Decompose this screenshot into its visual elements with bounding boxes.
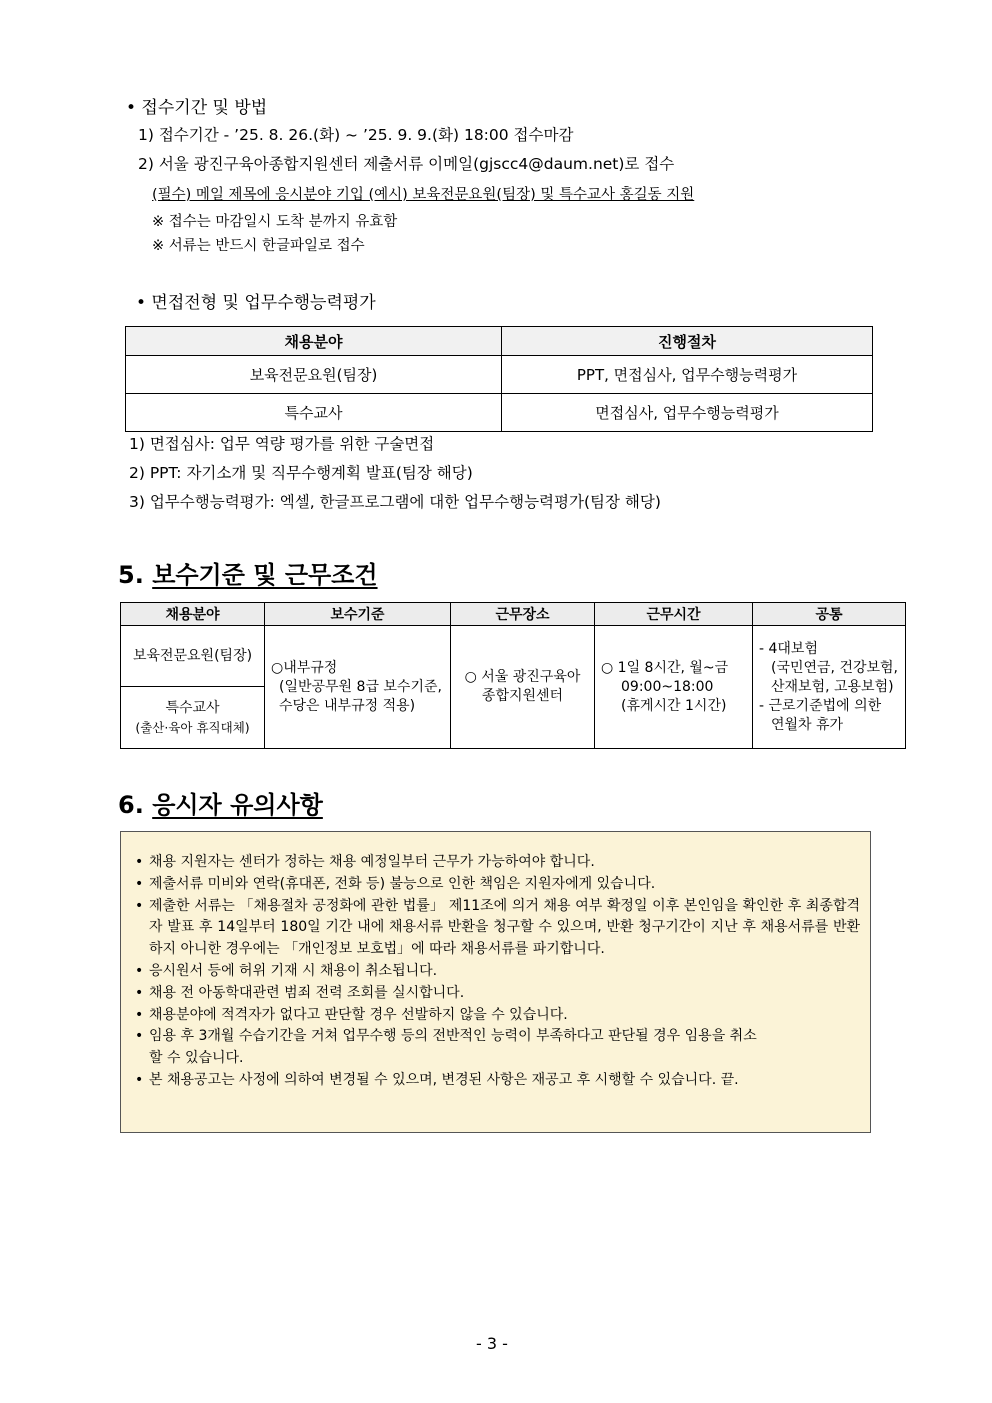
common-line: 산재보험, 고용보험) — [771, 678, 894, 695]
pay-header-standard: 보수기준 — [265, 603, 451, 626]
receipt-note-format: ※ 서류는 반드시 한글파일로 접수 — [152, 238, 365, 254]
pay-header-place: 근무장소 — [451, 603, 595, 626]
section5-title: 보수기준 및 근무조건 — [152, 561, 378, 589]
work-hours-line: ○ 1일 8시간, 월~금 — [601, 659, 729, 676]
work-hours-line: (휴게시간 1시간) — [621, 697, 727, 714]
common-line: 연월차 휴가 — [771, 716, 844, 733]
work-hours-cell — [595, 626, 753, 749]
pay-standard-line: (일반공무원 8급 보수기준, — [279, 678, 442, 695]
pay-field-special-teacher — [121, 687, 265, 749]
pay-standard-line: 수당은 내부규정 적용) — [279, 697, 416, 714]
list-item: • 제출한 서류는 「채용절차 공정화에 관한 법률」 제11조에 의거 채용 여부 확정일 이후 본인임을 확인한 후 최종합격자 발표 후 14일부터 180일 기간 내에 채용서류 반환을 청구할 수 있으며, 반환 청구기간이 지난 후 채용서류를 반환하지 아니한 경우에는 「개인정보 보호법」에 따라 채용서류를 파기합니다. — [135, 896, 860, 961]
list-item: • 채용분야에 적격자가 없다고 판단할 경우 선발하지 않을 수 있습니다. — [135, 1005, 860, 1027]
work-hours-line: 09:00~18:00 — [621, 678, 714, 695]
list-item: • 채용 지원자는 센터가 정하는 채용 예정일부터 근무가 가능하여야 합니다. — [135, 852, 860, 874]
common-line: - 4대보험 — [759, 640, 818, 657]
receipt-required-note: (필수) 메일 제목에 응시분야 기입 (예시) 보육전문요원(팀장) 및 특수교사 홍길동 지원 — [152, 187, 695, 203]
pay-header-common: 공통 — [753, 603, 906, 626]
list-item: • 본 채용공고는 사정에 의하여 변경될 수 있으며, 변경된 사항은 재공고 후 시행할 수 있습니다. 끝. — [135, 1070, 860, 1092]
section5-heading — [118, 555, 378, 590]
interview-header-field: 채용분야 — [126, 327, 502, 356]
pay-standard-line: ○내부규정 — [271, 659, 338, 676]
pay-field-team-leader: 보육전문요원(팀장) — [121, 626, 265, 687]
list-item: • 임용 후 3개월 수습기간을 거쳐 업무수행 등의 전반적인 능력이 부족하다고 판단될 경우 임용을 취소할 수 있습니다. — [135, 1026, 860, 1070]
page-number: - 3 - — [476, 1334, 508, 1353]
receipt-note-deadline: ※ 접수는 마감일시 도착 분까지 유효함 — [152, 214, 398, 230]
receipt-period: 1) 접수기간 - ’25. 8. 26.(화) ~ ’25. 9. 9.(화) 18:00 접수마감 — [138, 126, 574, 144]
interview-cell-field: 특수교사 — [126, 394, 502, 432]
interview-header-procedure: 진행절차 — [502, 327, 873, 356]
receipt-method: 2) 서울 광진구육아종합지원센터 제출서류 이메일(gjscc4@daum.net)로 접수 — [138, 155, 675, 173]
interview-cell-procedure: PPT, 면접심사, 업무수행능력평가 — [502, 356, 873, 394]
section6-heading — [118, 785, 323, 820]
table-row — [126, 356, 873, 394]
work-place-line: ○ 서울 광진구육아 — [464, 669, 581, 685]
common-line: (국민연금, 건강보험, — [771, 659, 899, 676]
table-row — [126, 394, 873, 432]
pay-standard-cell — [265, 626, 451, 749]
interview-cell-field: 보육전문요원(팀장) — [126, 356, 502, 394]
section6-number: 6. — [118, 791, 144, 819]
list-item: • 채용 전 아동학대관련 범죄 전력 조회를 실시합니다. — [135, 983, 860, 1005]
common-line: - 근로기준법에 의한 — [759, 697, 882, 714]
pay-header-hours: 근무시간 — [595, 603, 753, 626]
notice-box — [120, 831, 871, 1133]
list-item: • 응시원서 등에 허위 기재 시 채용이 취소됩니다. — [135, 961, 860, 983]
interview-note-1: 1) 면접심사: 업무 역량 평가를 위한 구술면접 — [129, 435, 435, 453]
interview-heading: • 면접전형 및 업무수행능력평가 — [136, 293, 376, 313]
work-place-cell — [451, 626, 595, 749]
list-item: • 제출서류 미비와 연락(휴대폰, 전화 등) 불능으로 인한 책임은 지원자에게 있습니다. — [135, 874, 860, 896]
section6-title: 응시자 유의사항 — [152, 791, 323, 819]
interview-note-2: 2) PPT: 자기소개 및 직무수행계획 발표(팀장 해당) — [129, 464, 473, 482]
interview-cell-procedure: 면접심사, 업무수행능력평가 — [502, 394, 873, 432]
work-place-line: 종합지원센터 — [481, 688, 564, 704]
pay-conditions-table — [120, 602, 906, 749]
special-teacher-sub: (출산·육아 휴직대체) — [135, 719, 250, 735]
receipt-heading: • 접수기간 및 방법 — [126, 98, 268, 118]
interview-table — [125, 326, 873, 432]
section5-number: 5. — [118, 561, 144, 589]
interview-note-3: 3) 업무수행능력평가: 엑셀, 한글프로그램에 대한 업무수행능력평가(팀장 해당) — [129, 493, 661, 511]
common-benefits-cell — [753, 626, 906, 749]
special-teacher-label: 특수교사 — [165, 699, 220, 716]
pay-header-field: 채용분야 — [121, 603, 265, 626]
